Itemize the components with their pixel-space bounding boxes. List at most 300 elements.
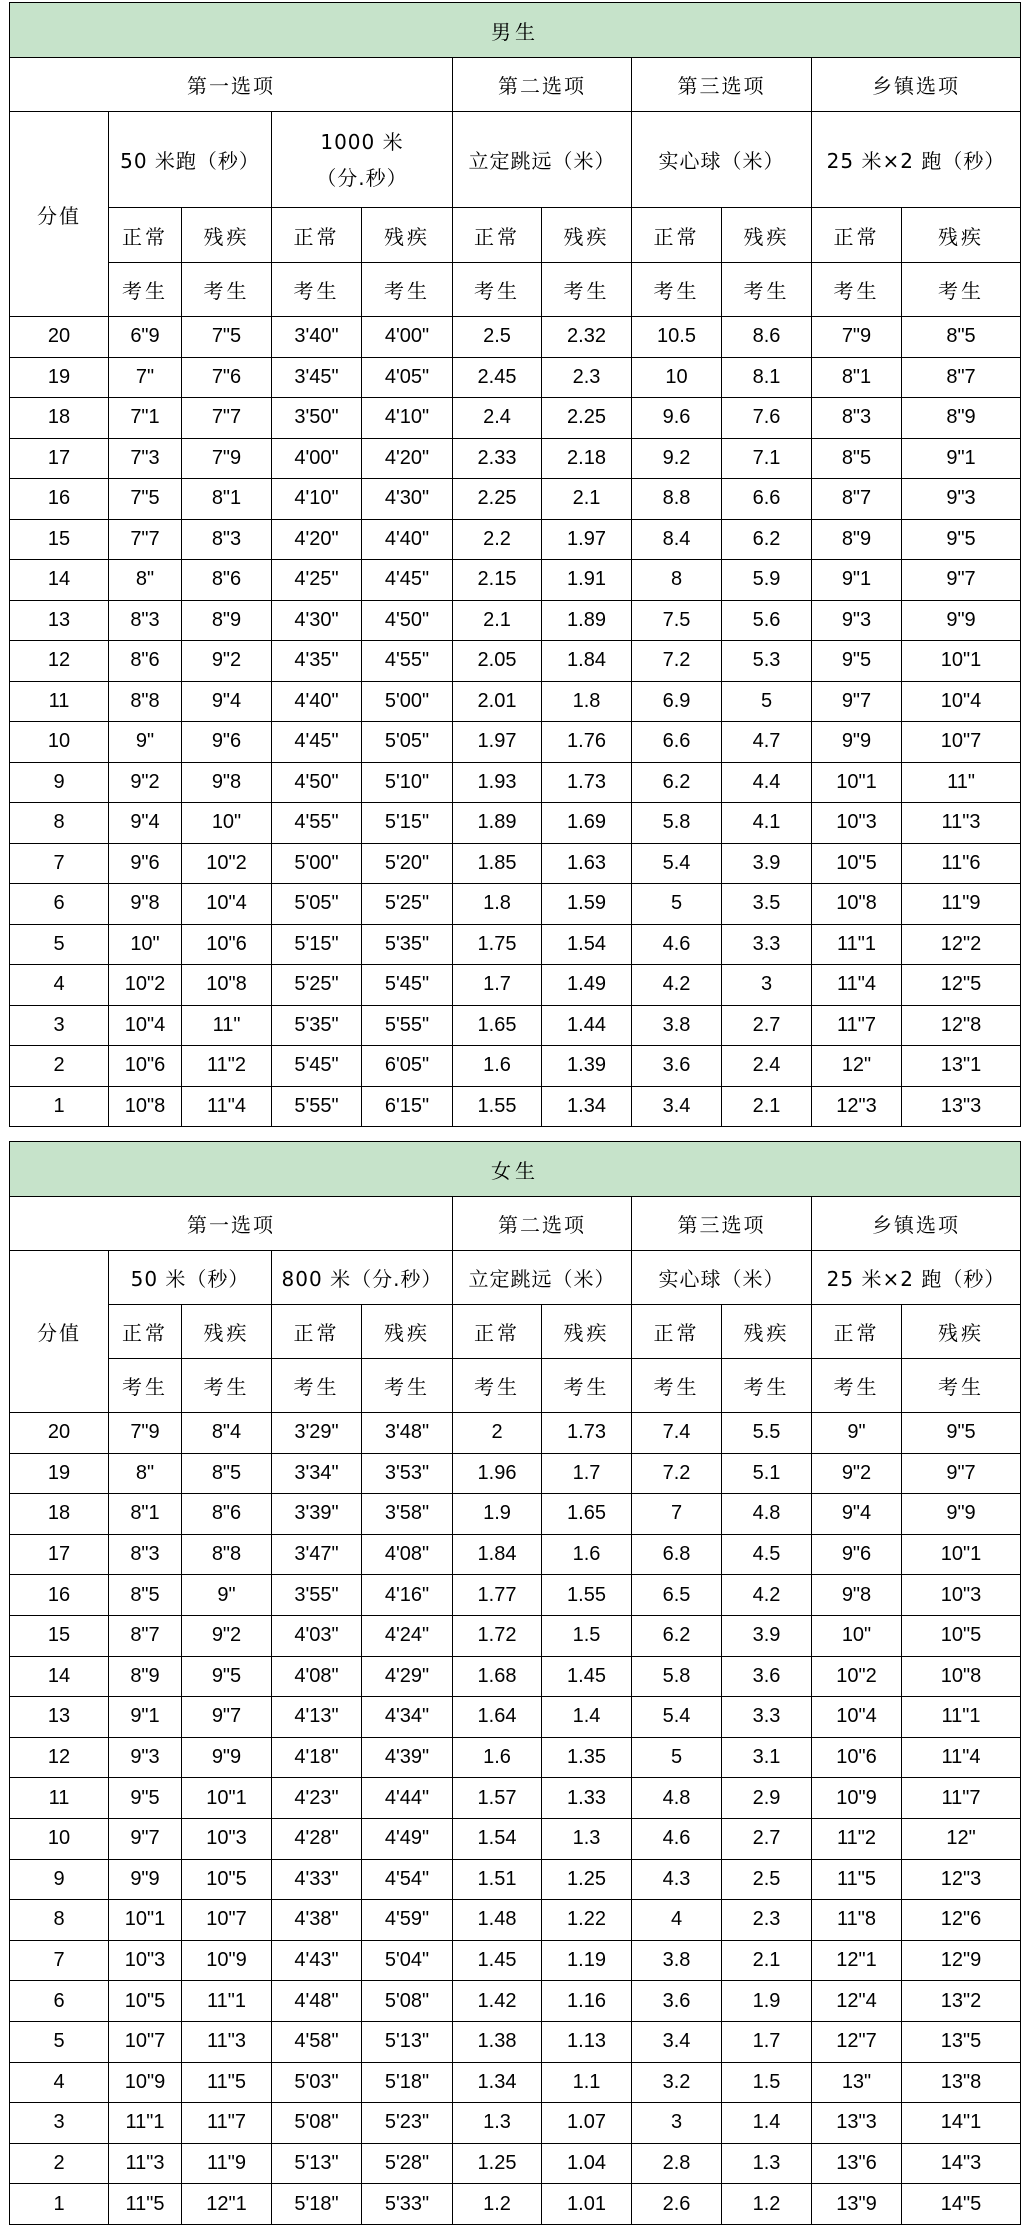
value-cell: 1.8 — [453, 884, 542, 925]
value-cell: 9"9 — [812, 722, 902, 763]
value-cell: 5'25" — [362, 884, 453, 925]
value-cell: 9"6 — [109, 843, 182, 884]
value-cell: 6'15" — [362, 1086, 453, 1127]
value-cell: 9" — [182, 1575, 272, 1616]
value-cell: 10"6 — [109, 1046, 182, 1087]
value-cell: 7.5 — [632, 600, 722, 641]
value-cell: 2.9 — [722, 1778, 812, 1819]
value-cell: 1.93 — [453, 762, 542, 803]
value-cell: 12"8 — [902, 1005, 1021, 1046]
category-header: 残疾 — [722, 1305, 812, 1359]
value-cell: 2.2 — [453, 519, 542, 560]
value-cell: 2.1 — [453, 600, 542, 641]
value-cell: 11"4 — [182, 1086, 272, 1127]
value-cell: 1.73 — [542, 762, 632, 803]
value-cell: 6.2 — [722, 519, 812, 560]
value-cell: 4'05" — [362, 357, 453, 398]
option-group-header: 第一选项 — [10, 1197, 453, 1251]
value-cell: 9"2 — [182, 1615, 272, 1656]
table-row — [10, 1494, 1021, 1535]
value-cell: 2.33 — [453, 438, 542, 479]
category-header: 残疾 — [542, 1305, 632, 1359]
score-cell: 12 — [10, 1737, 109, 1778]
value-cell: 9"7 — [812, 681, 902, 722]
value-cell: 6.9 — [632, 681, 722, 722]
value-cell: 10"4 — [109, 1005, 182, 1046]
value-cell: 1.77 — [453, 1575, 542, 1616]
value-cell: 11"7 — [902, 1778, 1021, 1819]
value-cell: 10" — [182, 803, 272, 844]
value-cell: 1.69 — [542, 803, 632, 844]
value-cell: 9"9 — [109, 1859, 182, 1900]
value-cell: 9"5 — [812, 641, 902, 682]
value-cell: 1.3 — [542, 1818, 632, 1859]
value-cell: 7.1 — [722, 438, 812, 479]
event-header: 50 米跑（秒） — [109, 112, 272, 208]
category-header: 残疾 — [902, 208, 1021, 263]
value-cell: 1.38 — [453, 2021, 542, 2062]
value-cell: 4'40" — [272, 681, 362, 722]
value-cell: 4'28" — [272, 1818, 362, 1859]
value-cell: 5.6 — [722, 600, 812, 641]
value-cell: 10"3 — [812, 803, 902, 844]
value-cell: 3.4 — [632, 1086, 722, 1127]
value-cell: 8"4 — [182, 1413, 272, 1454]
value-cell: 1.4 — [722, 2103, 812, 2144]
value-cell: 5'15" — [272, 924, 362, 965]
value-cell: 11"7 — [182, 2103, 272, 2144]
value-cell: 2.6 — [632, 2184, 722, 2225]
score-cell: 10 — [10, 1818, 109, 1859]
value-cell: 12" — [812, 1046, 902, 1087]
category-subheader: 考生 — [632, 263, 722, 317]
value-cell: 1.5 — [722, 2062, 812, 2103]
value-cell: 2.05 — [453, 641, 542, 682]
value-cell: 12"6 — [902, 1900, 1021, 1941]
value-cell: 5'15" — [362, 803, 453, 844]
value-cell: 10"5 — [182, 1859, 272, 1900]
value-cell: 4'25" — [272, 560, 362, 601]
value-cell: 1.85 — [453, 843, 542, 884]
value-cell: 8 — [632, 560, 722, 601]
value-cell: 9"4 — [182, 681, 272, 722]
value-cell: 5.1 — [722, 1453, 812, 1494]
value-cell: 4'10" — [272, 479, 362, 520]
table-row — [10, 1697, 1021, 1738]
value-cell: 1.39 — [542, 1046, 632, 1087]
value-cell: 10"8 — [109, 1086, 182, 1127]
female-score-table — [9, 1141, 1021, 2225]
value-cell: 13"9 — [812, 2184, 902, 2225]
value-cell: 5'23" — [362, 2103, 453, 2144]
value-cell: 7"3 — [109, 438, 182, 479]
score-cell: 13 — [10, 600, 109, 641]
value-cell: 4'20" — [362, 438, 453, 479]
value-cell: 1.65 — [453, 1005, 542, 1046]
value-cell: 5.8 — [632, 803, 722, 844]
category-header: 正常 — [632, 1305, 722, 1359]
value-cell: 5.8 — [632, 1656, 722, 1697]
value-cell: 4'44" — [362, 1778, 453, 1819]
value-cell: 9"7 — [182, 1697, 272, 1738]
value-cell: 8"9 — [109, 1656, 182, 1697]
value-cell: 4.6 — [632, 1818, 722, 1859]
value-cell: 5'33" — [362, 2184, 453, 2225]
event-header: 1000 米 （分.秒） — [272, 112, 453, 208]
category-subheader: 考生 — [453, 263, 542, 317]
value-cell: 1.4 — [542, 1697, 632, 1738]
value-cell: 7"5 — [109, 479, 182, 520]
score-cell: 9 — [10, 1859, 109, 1900]
score-cell: 8 — [10, 803, 109, 844]
value-cell: 9"5 — [902, 1413, 1021, 1454]
value-cell: 4'45" — [272, 722, 362, 763]
score-cell: 1 — [10, 2184, 109, 2225]
value-cell: 1.7 — [722, 2021, 812, 2062]
value-cell: 7"9 — [812, 317, 902, 358]
option-group-header: 第一选项 — [10, 58, 453, 112]
value-cell: 6.2 — [632, 1615, 722, 1656]
option-group-header: 第二选项 — [453, 58, 632, 112]
value-cell: 1.84 — [542, 641, 632, 682]
category-subheader: 考生 — [109, 1359, 182, 1413]
category-subheader: 考生 — [722, 1359, 812, 1413]
table-row — [10, 1575, 1021, 1616]
value-cell: 8.8 — [632, 479, 722, 520]
value-cell: 5'25" — [272, 965, 362, 1006]
value-cell: 4.7 — [722, 722, 812, 763]
value-cell: 1.68 — [453, 1656, 542, 1697]
table-row — [10, 1615, 1021, 1656]
category-subheader: 考生 — [812, 263, 902, 317]
value-cell: 13"6 — [812, 2143, 902, 2184]
value-cell: 11"5 — [109, 2184, 182, 2225]
category-subheader: 考生 — [902, 1359, 1021, 1413]
value-cell: 6.6 — [632, 722, 722, 763]
value-cell: 1.9 — [722, 1981, 812, 2022]
value-cell: 9"1 — [109, 1697, 182, 1738]
value-cell: 11"9 — [182, 2143, 272, 2184]
option-group-header: 乡镇选项 — [812, 1197, 1021, 1251]
value-cell: 11"2 — [812, 1818, 902, 1859]
value-cell: 4'29" — [362, 1656, 453, 1697]
value-cell: 9"9 — [902, 1494, 1021, 1535]
score-cell: 16 — [10, 479, 109, 520]
value-cell: 1.97 — [542, 519, 632, 560]
value-cell: 4'34" — [362, 1697, 453, 1738]
category-subheader: 考生 — [542, 1359, 632, 1413]
value-cell: 11"1 — [902, 1697, 1021, 1738]
value-cell: 7" — [109, 357, 182, 398]
value-cell: 8"1 — [812, 357, 902, 398]
table-row — [10, 1981, 1021, 2022]
value-cell: 5'00" — [362, 681, 453, 722]
value-cell: 13"3 — [902, 1086, 1021, 1127]
value-cell: 4'33" — [272, 1859, 362, 1900]
table-row — [10, 924, 1021, 965]
value-cell: 5'45" — [272, 1046, 362, 1087]
value-cell: 2.4 — [722, 1046, 812, 1087]
value-cell: 13"5 — [902, 2021, 1021, 2062]
value-cell: 1.13 — [542, 2021, 632, 2062]
value-cell: 4.8 — [722, 1494, 812, 1535]
value-cell: 1.42 — [453, 1981, 542, 2022]
value-cell: 7.4 — [632, 1413, 722, 1454]
value-cell: 11"2 — [182, 1046, 272, 1087]
value-cell: 1.48 — [453, 1900, 542, 1941]
value-cell: 5'18" — [272, 2184, 362, 2225]
category-subheader: 考生 — [362, 263, 453, 317]
value-cell: 2.1 — [542, 479, 632, 520]
value-cell: 1.73 — [542, 1413, 632, 1454]
value-cell: 12"3 — [902, 1859, 1021, 1900]
value-cell: 1.9 — [453, 1494, 542, 1535]
value-cell: 11"4 — [812, 965, 902, 1006]
value-cell: 4'59" — [362, 1900, 453, 1941]
value-cell: 8"3 — [109, 600, 182, 641]
score-cell: 16 — [10, 1575, 109, 1616]
category-subheader: 考生 — [362, 1359, 453, 1413]
value-cell: 10"4 — [812, 1697, 902, 1738]
value-cell: 4'43" — [272, 1940, 362, 1981]
event-header: 800 米（分.秒） — [272, 1251, 453, 1305]
value-cell: 10"1 — [812, 762, 902, 803]
score-cell: 8 — [10, 1900, 109, 1941]
value-cell: 10"4 — [902, 681, 1021, 722]
value-cell: 5'08" — [272, 2103, 362, 2144]
score-cell: 4 — [10, 965, 109, 1006]
value-cell: 8.4 — [632, 519, 722, 560]
value-cell: 1.76 — [542, 722, 632, 763]
value-cell: 10"1 — [902, 641, 1021, 682]
value-cell: 4'03" — [272, 1615, 362, 1656]
value-cell: 5'10" — [362, 762, 453, 803]
value-cell: 10"3 — [182, 1818, 272, 1859]
value-cell: 5'18" — [362, 2062, 453, 2103]
value-cell: 7.2 — [632, 641, 722, 682]
score-cell: 3 — [10, 1005, 109, 1046]
value-cell: 5'05" — [272, 884, 362, 925]
table-row — [10, 1534, 1021, 1575]
value-cell: 3.2 — [632, 2062, 722, 2103]
value-cell: 3'47" — [272, 1534, 362, 1575]
value-cell: 1.63 — [542, 843, 632, 884]
value-cell: 3.3 — [722, 924, 812, 965]
value-cell: 11"4 — [902, 1737, 1021, 1778]
value-cell: 4'18" — [272, 1737, 362, 1778]
value-cell: 8"8 — [109, 681, 182, 722]
table-row — [10, 398, 1021, 439]
value-cell: 1.89 — [453, 803, 542, 844]
value-cell: 11"9 — [902, 884, 1021, 925]
value-cell: 7"7 — [109, 519, 182, 560]
score-cell: 18 — [10, 1494, 109, 1535]
value-cell: 1.16 — [542, 1981, 632, 2022]
value-cell: 4'39" — [362, 1737, 453, 1778]
value-cell: 3'58" — [362, 1494, 453, 1535]
value-cell: 8"5 — [109, 1575, 182, 1616]
value-cell: 9"2 — [109, 762, 182, 803]
value-cell: 9"5 — [109, 1778, 182, 1819]
score-cell: 19 — [10, 1453, 109, 1494]
value-cell: 4'00" — [362, 317, 453, 358]
value-cell: 9"6 — [182, 722, 272, 763]
value-cell: 1.54 — [453, 1818, 542, 1859]
value-cell: 2 — [453, 1413, 542, 1454]
value-cell: 9"5 — [902, 519, 1021, 560]
value-cell: 11"8 — [812, 1900, 902, 1941]
option-group-header: 第三选项 — [632, 58, 812, 112]
value-cell: 9"3 — [109, 1737, 182, 1778]
event-header: 实心球（米） — [632, 112, 812, 208]
value-cell: 12"7 — [812, 2021, 902, 2062]
value-cell: 9"4 — [109, 803, 182, 844]
value-cell: 5'08" — [362, 1981, 453, 2022]
value-cell: 9.2 — [632, 438, 722, 479]
event-header: 实心球（米） — [632, 1251, 812, 1305]
category-subheader: 考生 — [542, 263, 632, 317]
value-cell: 4'20" — [272, 519, 362, 560]
table-row — [10, 1453, 1021, 1494]
value-cell: 11"6 — [902, 843, 1021, 884]
value-cell: 8"5 — [812, 438, 902, 479]
value-cell: 1.59 — [542, 884, 632, 925]
value-cell: 1.84 — [453, 1534, 542, 1575]
table-row — [10, 762, 1021, 803]
table-row — [10, 1656, 1021, 1697]
category-subheader: 考生 — [453, 1359, 542, 1413]
value-cell: 9"7 — [902, 560, 1021, 601]
score-cell: 2 — [10, 2143, 109, 2184]
value-cell: 9"5 — [182, 1656, 272, 1697]
category-subheader: 考生 — [182, 263, 272, 317]
score-label: 分值 — [10, 112, 109, 317]
table-row — [10, 1778, 1021, 1819]
value-cell: 11"5 — [812, 1859, 902, 1900]
category-header: 残疾 — [542, 208, 632, 263]
value-cell: 1.72 — [453, 1615, 542, 1656]
value-cell: 7 — [632, 1494, 722, 1535]
value-cell: 10"9 — [812, 1778, 902, 1819]
value-cell: 1.33 — [542, 1778, 632, 1819]
value-cell: 13"3 — [812, 2103, 902, 2144]
category-subheader: 考生 — [272, 263, 362, 317]
value-cell: 4'58" — [272, 2021, 362, 2062]
score-cell: 20 — [10, 317, 109, 358]
value-cell: 2.3 — [542, 357, 632, 398]
value-cell: 4'23" — [272, 1778, 362, 1819]
value-cell: 14"3 — [902, 2143, 1021, 2184]
value-cell: 1.7 — [453, 965, 542, 1006]
event-header: 25 米×2 跑（秒） — [812, 1251, 1021, 1305]
category-header: 残疾 — [902, 1305, 1021, 1359]
value-cell: 2.25 — [542, 398, 632, 439]
value-cell: 10"3 — [109, 1940, 182, 1981]
value-cell: 1.6 — [453, 1737, 542, 1778]
table-title: 男生 — [10, 3, 1021, 58]
value-cell: 4'24" — [362, 1615, 453, 1656]
value-cell: 10"9 — [182, 1940, 272, 1981]
value-cell: 3.6 — [632, 1046, 722, 1087]
value-cell: 3.1 — [722, 1737, 812, 1778]
value-cell: 10 — [632, 357, 722, 398]
value-cell: 1.3 — [453, 2103, 542, 2144]
value-cell: 4.2 — [722, 1575, 812, 1616]
table-row — [10, 1046, 1021, 1087]
value-cell: 3 — [722, 965, 812, 1006]
value-cell: 2.5 — [453, 317, 542, 358]
table-row — [10, 1818, 1021, 1859]
value-cell: 4.3 — [632, 1859, 722, 1900]
value-cell: 1.6 — [453, 1046, 542, 1087]
score-cell: 17 — [10, 438, 109, 479]
value-cell: 7"1 — [109, 398, 182, 439]
value-cell: 3.9 — [722, 1615, 812, 1656]
value-cell: 1.89 — [542, 600, 632, 641]
value-cell: 10"1 — [902, 1534, 1021, 1575]
score-cell: 17 — [10, 1534, 109, 1575]
value-cell: 10"7 — [182, 1900, 272, 1941]
score-cell: 15 — [10, 1615, 109, 1656]
value-cell: 12"1 — [812, 1940, 902, 1981]
category-header: 残疾 — [182, 1305, 272, 1359]
value-cell: 9"8 — [109, 884, 182, 925]
value-cell: 10"9 — [109, 2062, 182, 2103]
value-cell: 1.64 — [453, 1697, 542, 1738]
table-row — [10, 641, 1021, 682]
value-cell: 1.25 — [542, 1859, 632, 1900]
value-cell: 13"8 — [902, 2062, 1021, 2103]
value-cell: 3.8 — [632, 1005, 722, 1046]
value-cell: 10"6 — [812, 1737, 902, 1778]
value-cell: 8.6 — [722, 317, 812, 358]
table-row — [10, 519, 1021, 560]
value-cell: 5'05" — [362, 722, 453, 763]
value-cell: 4'30" — [272, 600, 362, 641]
value-cell: 7"6 — [182, 357, 272, 398]
value-cell: 5'55" — [272, 1086, 362, 1127]
score-cell: 6 — [10, 884, 109, 925]
table-row — [10, 843, 1021, 884]
category-header: 残疾 — [362, 1305, 453, 1359]
value-cell: 9"2 — [812, 1453, 902, 1494]
value-cell: 8"6 — [182, 560, 272, 601]
value-cell: 4'55" — [362, 641, 453, 682]
value-cell: 1.07 — [542, 2103, 632, 2144]
value-cell: 3'45" — [272, 357, 362, 398]
value-cell: 6.5 — [632, 1575, 722, 1616]
table-title: 女生 — [10, 1142, 1021, 1197]
value-cell: 7.2 — [632, 1453, 722, 1494]
value-cell: 10" — [109, 924, 182, 965]
table-row — [10, 1900, 1021, 1941]
value-cell: 9"1 — [902, 438, 1021, 479]
table-row — [10, 1413, 1021, 1454]
category-header: 正常 — [812, 208, 902, 263]
value-cell: 1.45 — [542, 1656, 632, 1697]
value-cell: 3'39" — [272, 1494, 362, 1535]
value-cell: 1.65 — [542, 1494, 632, 1535]
value-cell: 3'50" — [272, 398, 362, 439]
value-cell: 5'04" — [362, 1940, 453, 1981]
table-row — [10, 2103, 1021, 2144]
value-cell: 12"1 — [182, 2184, 272, 2225]
value-cell: 11"5 — [182, 2062, 272, 2103]
option-group-header: 乡镇选项 — [812, 58, 1021, 112]
category-header: 正常 — [812, 1305, 902, 1359]
category-subheader: 考生 — [109, 263, 182, 317]
score-cell: 3 — [10, 2103, 109, 2144]
